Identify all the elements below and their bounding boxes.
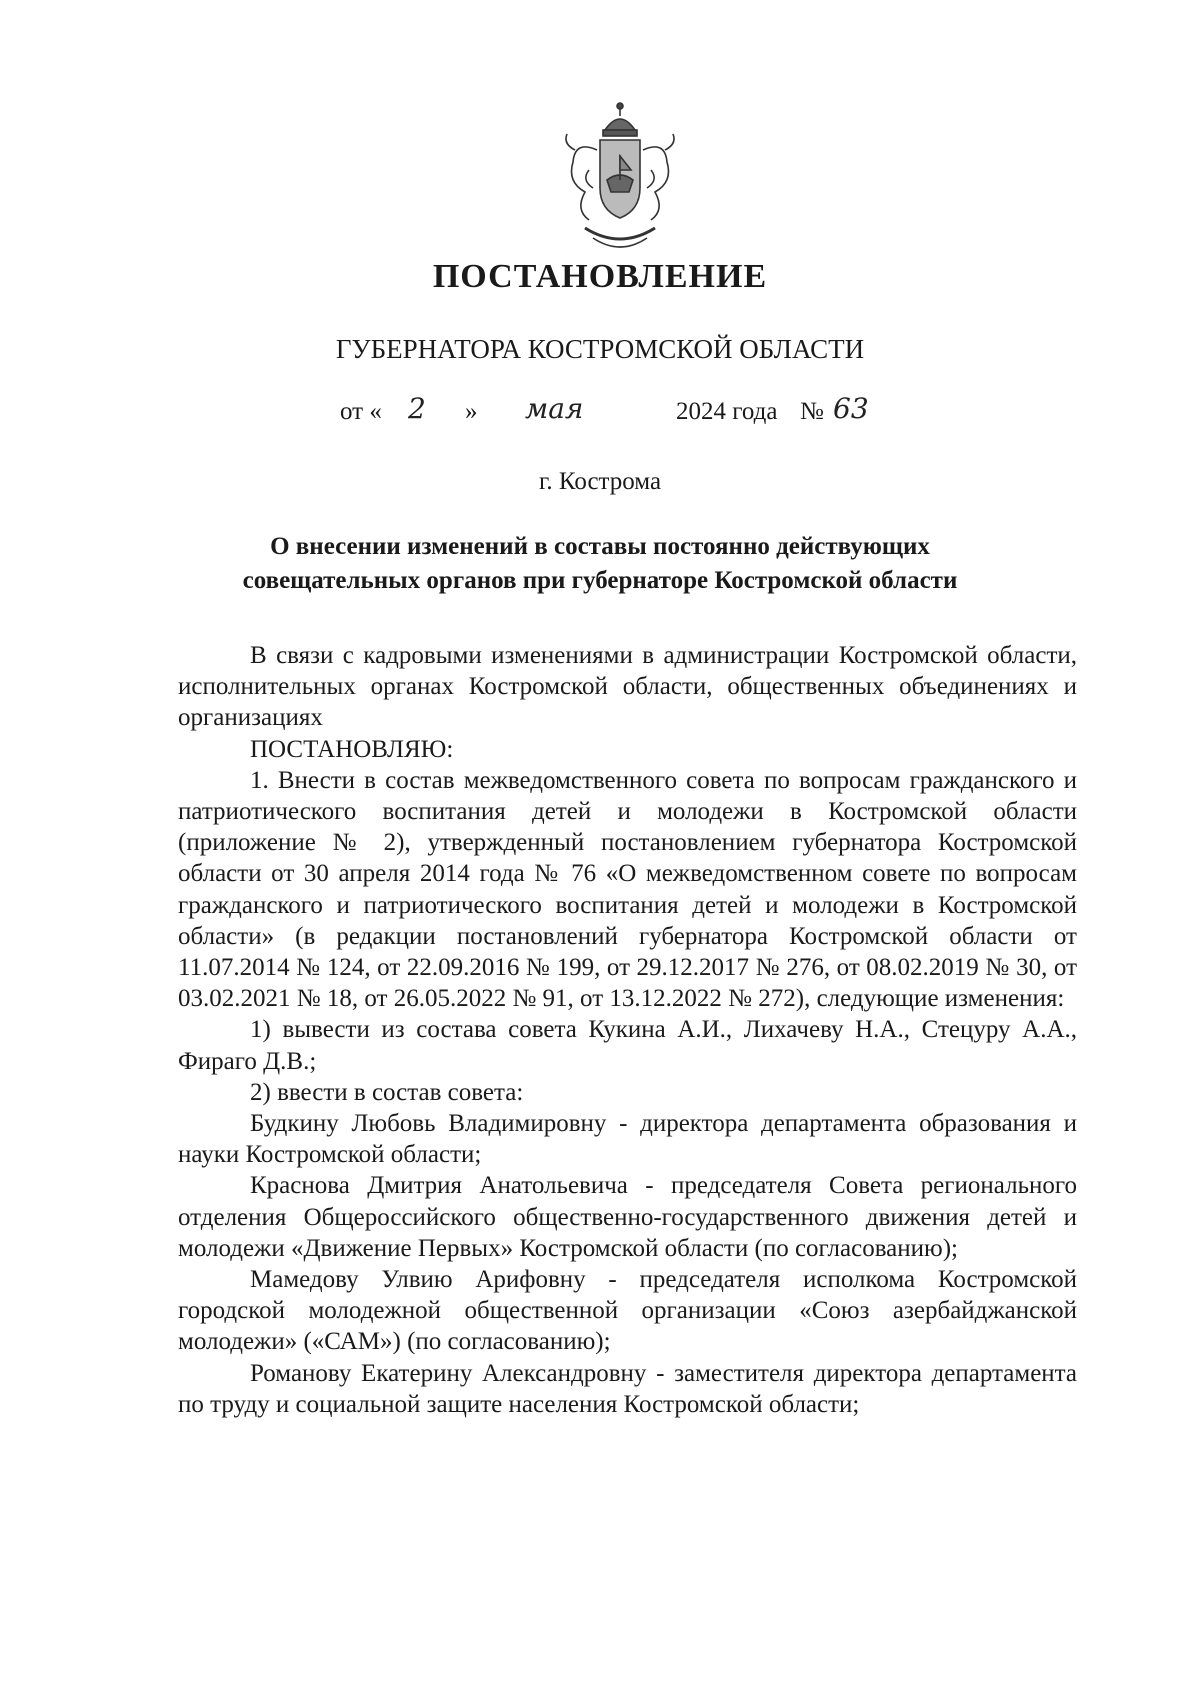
number-handwritten: 63 [833, 392, 869, 425]
paragraph-member-romanova: Романову Екатерину Александровну - заместителя директора департамента по труду и социальной защите населения Костромской области; [178, 1359, 1077, 1418]
heading-line-1: О внесении изменений в составы постоянно действующих [270, 533, 930, 560]
paragraph-member-budkina: Будкину Любовь Владимировну - директора департамента образования и науки Костромской области; [178, 1110, 1077, 1169]
paragraph-member-mamedova: Мамедову Улвию Арифовну - председателя исполкома Костромской городской молодежной общественной организации «Союз азербайджанской молодежи» («САМ») (по согласованию); [178, 1266, 1077, 1356]
paragraph-preamble: В связи с кадровыми изменениями в администрации Костромской области, исполнительных органах Костромской области, общественных объединениях и организациях [178, 642, 1077, 732]
document-issuer: ГУБЕРНАТОРА КОСТРОМСКОЙ ОБЛАСТИ [335, 334, 865, 364]
document-title: ПОСТАНОВЛЕНИЕ [432, 258, 768, 295]
coat-of-arms-emblem [545, 100, 695, 260]
date-close-quote: » [465, 398, 478, 425]
date-day-handwritten: 2 [408, 392, 426, 425]
number-label: № [800, 398, 824, 425]
date-year: 2024 года [676, 398, 778, 425]
paragraph-subitem-1: 1) вывести из состава совета Кукина А.И., Лихачеву Н.А., Стецуру А.А., Фираго Д.В.; [178, 1016, 1077, 1075]
paragraph-subitem-2: 2) ввести в состав совета: [250, 1078, 524, 1106]
paragraph-member-krasnov: Краснова Дмитрия Анатольевича - председателя Совета регионального отделения Общероссийского общественно-государственного движения детей и молодежи «Движение Первых» Костромской области (по согласованию); [178, 1172, 1077, 1262]
city-line: г. Кострома [538, 468, 662, 495]
date-month-handwritten: мая [525, 392, 584, 425]
heading-line-2: совещательных органов при губернаторе Костромской области [242, 567, 958, 594]
document-body [178, 640, 1077, 1420]
document-heading [0, 530, 1200, 598]
paragraph-resolve: ПОСТАНОВЛЯЮ: [250, 735, 454, 763]
date-prefix: от « [340, 398, 382, 425]
paragraph-item-1: 1. Внести в состав межведомственного совета по вопросам гражданского и патриотического воспитания детей и молодежи в Костромской области (приложение № 2), утвержденный постановлением губернатора Костромской области от 30 апреля 2014 года № 76 «О межведомственном совете по вопросам гражданского и патриотического воспитания детей и молодежи в Костромской области» (в редакции постановлений губернатора Костромской области от 11.07.2014 № 124, от 22.09.2016 № 199, от 29.12.2017 № 276, от 08.02.2019 № 30, от 03.02.2021 № 18, от 26.05.2022 № 91, от 13.12.2022 № 272), следующие изменения: [178, 766, 1077, 1013]
